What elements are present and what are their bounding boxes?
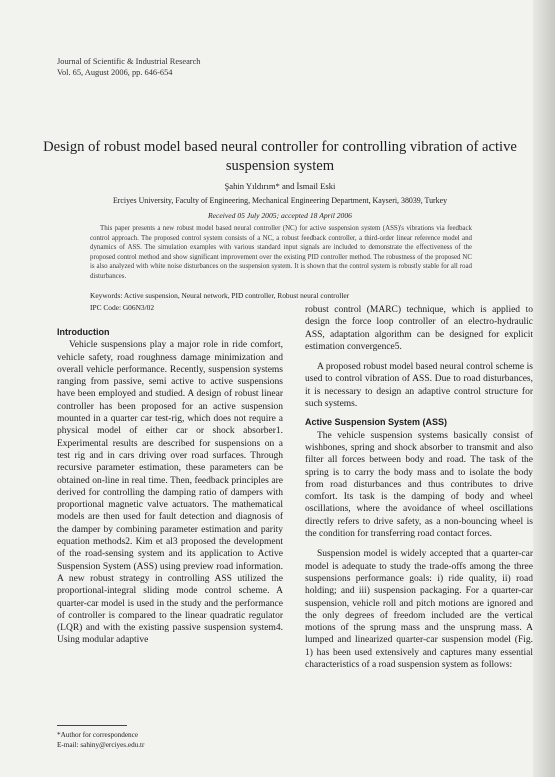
left-column bbox=[57, 326, 283, 647]
section-heading-introduction: Introduction bbox=[57, 327, 110, 337]
right-paragraph-4: Suspension model is widely accepted that a quarter-car model is adequate to study the trade-offs among the three suspensions performance goals: i) ride quality, ii) road holding; and iii) suspension packaging. For a quarter-car suspension, vehicle roll and pitch motions are ignored and the only degrees of freedom included are the vertical motions of the sprung mass and the unsprung mass. A lumped and linearized quarter-car suspension model (Fig. 1) has been used extensively and captures many essential characteristics of a road suspension system as follows: bbox=[305, 549, 533, 671]
footnote-rule bbox=[57, 725, 127, 726]
ipc-code: IPC Code: G06N3/02 bbox=[90, 303, 155, 312]
paper-title: Design of robust model based neural controller for controlling vibration of active suspension system bbox=[43, 139, 517, 174]
footnote-correspondence: *Author for correspondence bbox=[57, 731, 139, 739]
keywords: Keywords: Active suspension, Neural network, PID controller, Robust neural controller bbox=[90, 291, 350, 300]
journal-header bbox=[57, 56, 201, 78]
right-column bbox=[305, 304, 533, 671]
right-paragraph-3: The vehicle suspension systems basically consist of wishbones, spring and shock absorber to transmit and also filter all forces between body and road. The task of the spring is to carry the body mass and to isolate the body from road disturbances and thus contributes to drive comfort. Its task is the damping of body and wheel oscillations, where the avoidance of wheel oscillations directly refers to drive safety, as a non-bouncing wheel is the condition for transferring road contact forces. bbox=[305, 430, 533, 540]
right-paragraph-2: A proposed robust model based neural control scheme is used to control vibration of ASS. Due to road disturbances, it is necessary to design an adaptive control structure for such systems. bbox=[305, 362, 533, 410]
journal-volume: Vol. 65, August 2006, pp. 646-654 bbox=[57, 68, 173, 77]
introduction-paragraph: Vehicle suspensions play a major role in ride comfort, vehicle safety, road roughness damage minimization and overall vehicle performance. Recently, suspension systems ranging from passive, semi active to active suspensions have been employed and studied. A design of robust linear controller has been proposed for an active suspension mounted in a quarter car test-rig, which does not require a physical model of either car or shock absorber1. Experimental results are described for suspensions on a test rig and in cars driving over road surfaces. Through recursive parameter estimation, these parameters can be obtained on-line in real time. Then, feedback principles are derived for controlling the damping ratio of dampers with proportional magnetic valve actuators. The mathematical models are then used for fault detection and diagnosis of the damper by combining parameter estimation and parity equation methods2. Kim et al3 proposed the development of the road-sensing system and its application to Active Suspension System (ASS) using preview road information. A new robust strategy in controlling ASS utilized the proportional-integral sliding mode control scheme. A quarter-car model is used in the study and the performance of controller is compared to the linear quadratic regulator (LQR) and with the existing passive suspension system4. Using modular adaptive bbox=[57, 340, 283, 646]
received-dates: Received 05 July 2005; accepted 18 April 2006 bbox=[208, 211, 352, 220]
page-edge-shadow bbox=[533, 0, 555, 777]
right-paragraph-1: robust control (MARC) technique, which is applied to design the force loop controller of an electro-hydraulic ASS, adaptation algorithm can be designed for explicit estimation convergence5. bbox=[305, 305, 533, 352]
footnote-email: E-mail: sahiny@erciyes.edu.tr bbox=[57, 741, 145, 749]
footnote bbox=[57, 730, 144, 750]
journal-name: Journal of Scientific & Industrial Research bbox=[57, 57, 201, 66]
author-affiliation: Erciyes University, Faculty of Engineering, Mechanical Engineering Department, Kayseri, 38039, Turkey bbox=[112, 196, 448, 205]
paper-authors: Şahin Yıldırım* and İsmail Eski bbox=[224, 181, 336, 191]
abstract: This paper presents a new robust model based neural controller (NC) for active suspension system (ASS)'s vibrations via feedback control approach. The proposed control system consists of a NC, a robust feedback controller, a third-order linear reference model and dynamics of ASS. The simulation examples with various standard input signals are included to demonstrate the effectiveness of the proposed control method and show significant improvement over the existing PID controller method. The robustness of the proposed NC is also analyzed with white noise disturbances on the suspension system. It is shown that the control system is robustly stable for all road disturbances. bbox=[90, 225, 472, 280]
section-heading-ass: Active Suspension System (ASS) bbox=[305, 417, 448, 428]
